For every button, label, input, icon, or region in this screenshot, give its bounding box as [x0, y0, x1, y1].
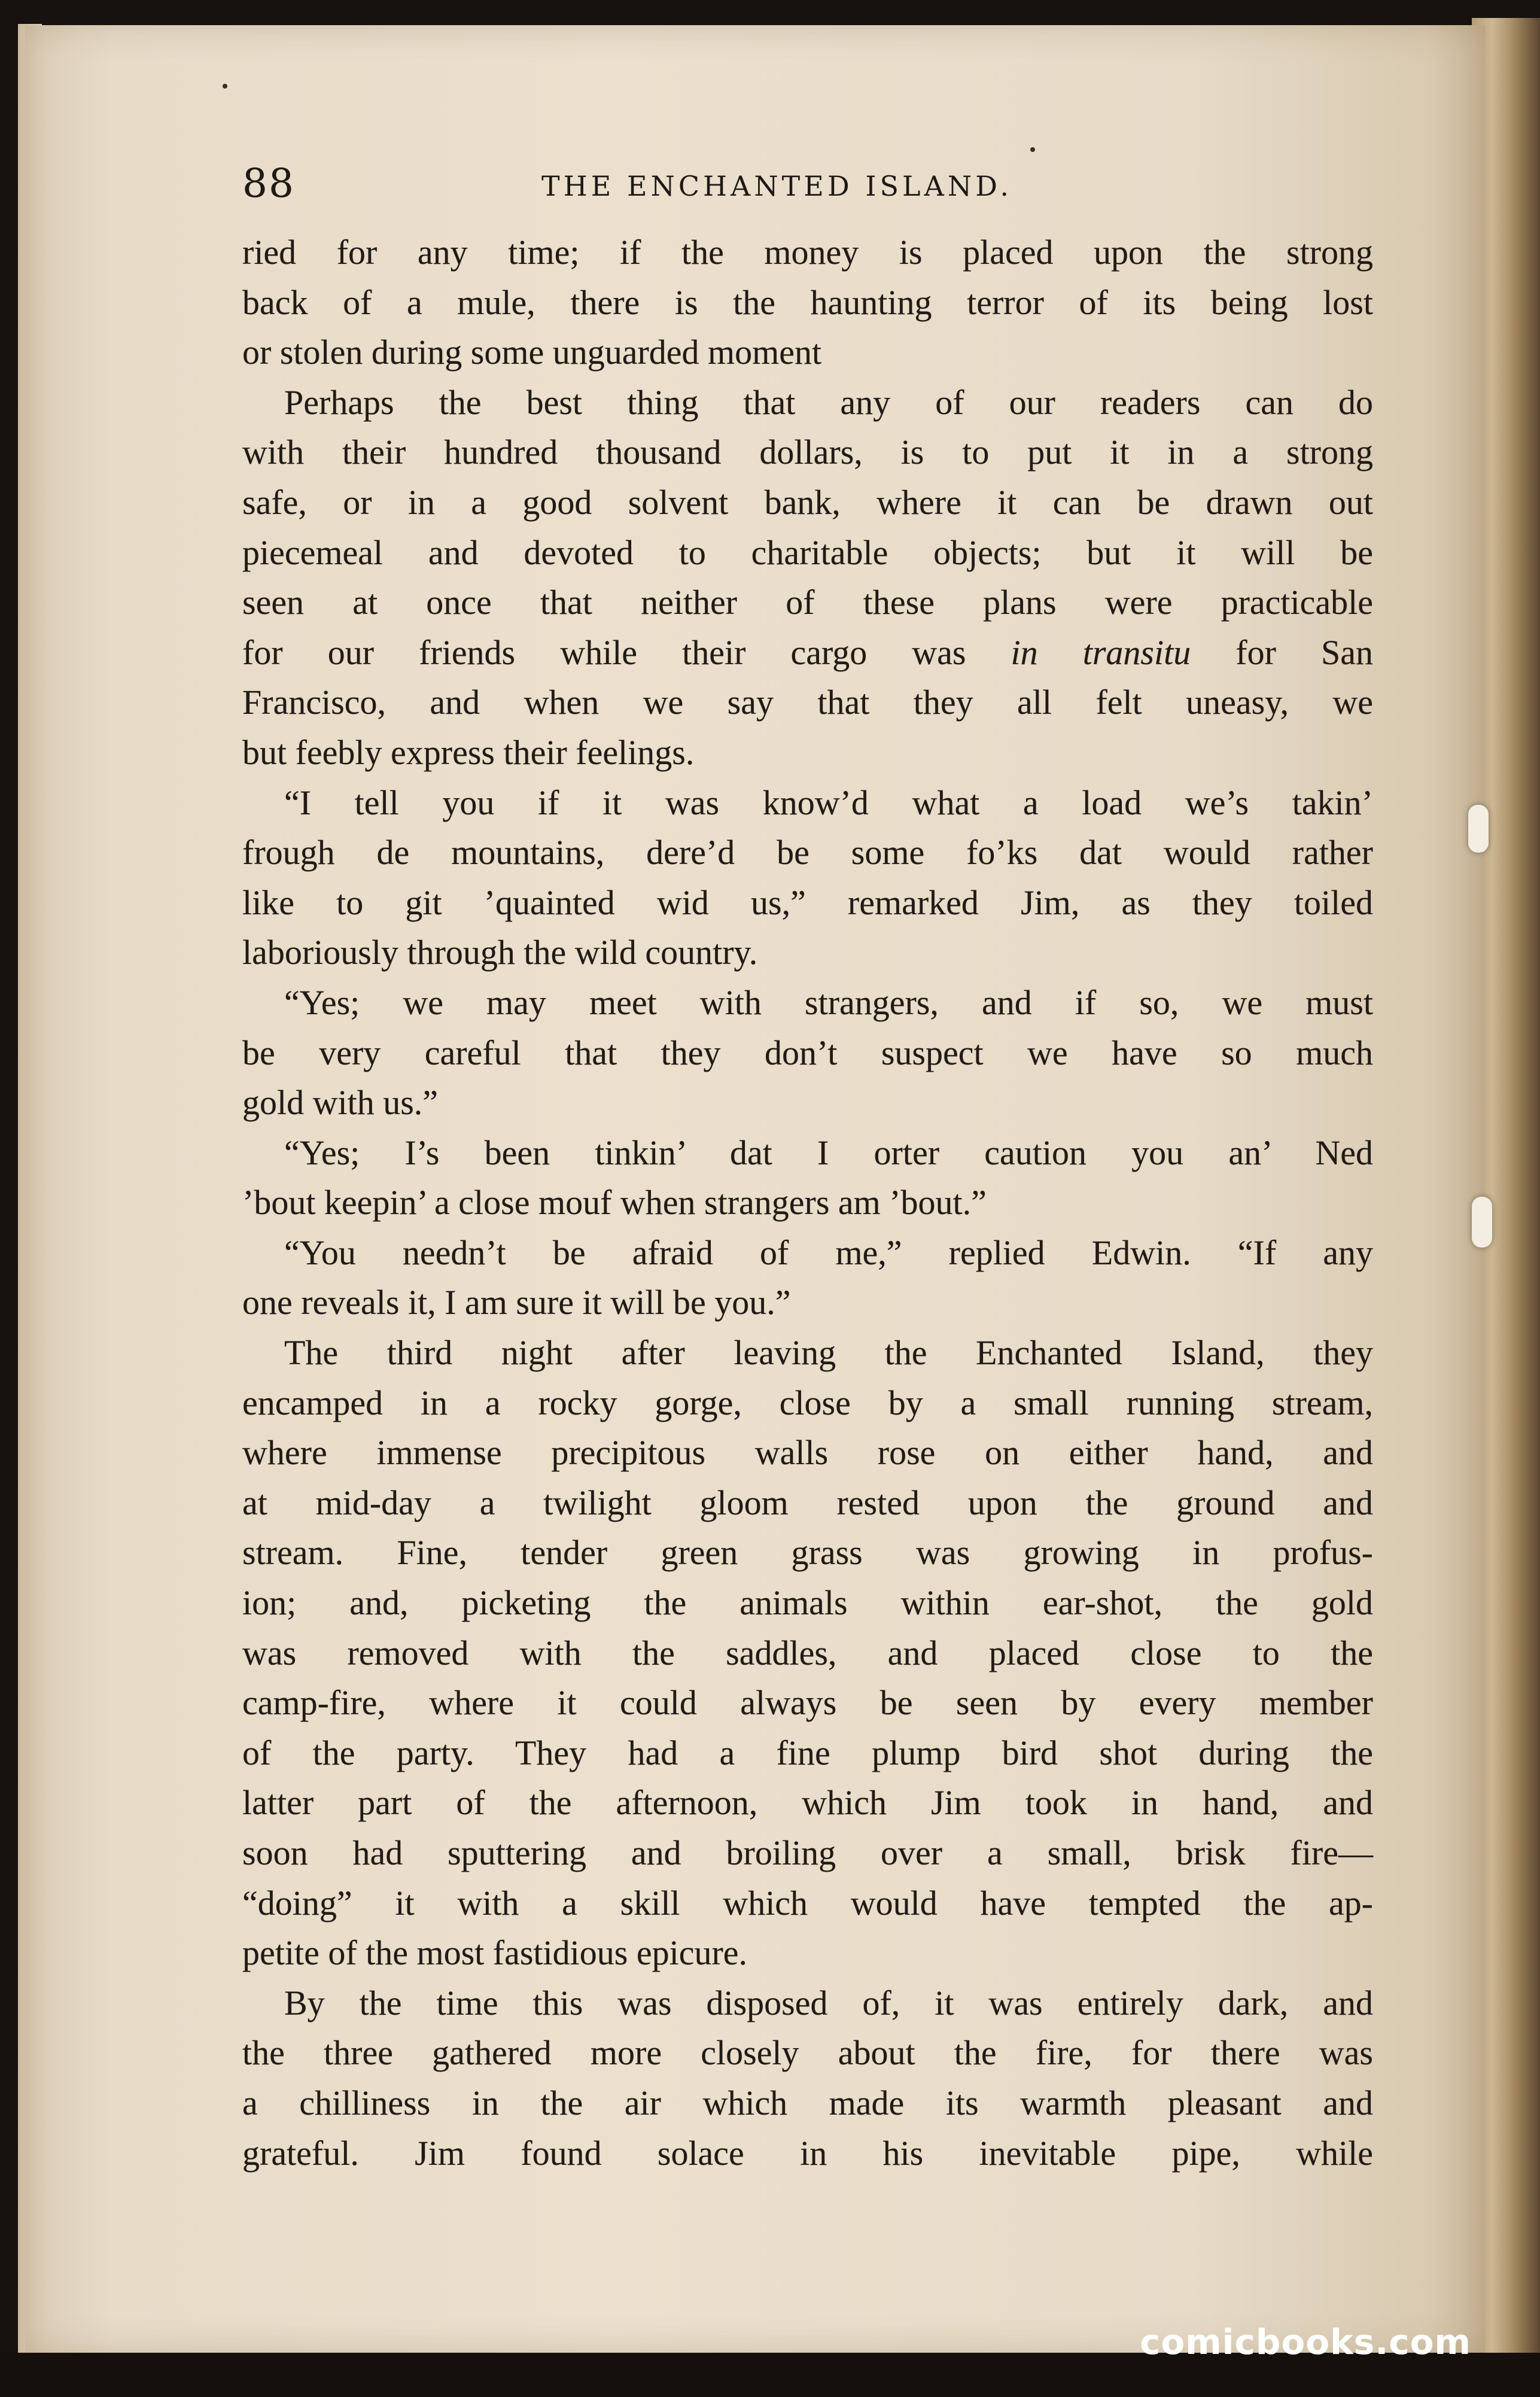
- text-line: the three gathered more closely about the fire, for there was: [242, 2033, 1373, 2073]
- text-line: By the time this was disposed of, it was entirely dark, and: [284, 1983, 1373, 2022]
- text-line: one reveals it, I am sure it will be you.”: [242, 1283, 791, 1322]
- print-speck: [223, 84, 227, 89]
- text-line: but feebly express their feelings.: [242, 732, 695, 772]
- text-line: at mid-day a twilight gloom rested upon the ground and: [242, 1483, 1373, 1522]
- text-line: gold with us.”: [242, 1083, 439, 1123]
- text-line: grateful. Jim found solace in his inevitable pipe, while: [242, 2133, 1373, 2173]
- text-line: was removed with the saddles, and placed close to the: [242, 1633, 1373, 1672]
- text-line: ’bout keepin’ a close mouf when strangers am ’bout.”: [242, 1183, 987, 1222]
- print-speck: [1030, 147, 1035, 152]
- text-line: latter part of the afternoon, which Jim took in hand, and: [242, 1783, 1373, 1823]
- text-line: be very careful that they don’t suspect we have so much: [242, 1033, 1373, 1072]
- text-line: safe, or in a good solvent bank, where it can be drawn out: [242, 482, 1373, 522]
- binding-hole-lower: [1472, 1197, 1492, 1248]
- italic-phrase: in transitu: [1011, 632, 1191, 672]
- page-number: 88: [242, 160, 295, 206]
- text-line: petite of the most fastidious epicure.: [242, 1933, 748, 1973]
- text-line: for our friends while their cargo was in transitu for San: [242, 632, 1373, 672]
- text-line: “Yes; I’s been tinkin’ dat I orter caution you an’ Ned: [284, 1133, 1373, 1172]
- text-line: with their hundred thousand dollars, is to put it in a strong: [242, 433, 1373, 472]
- body-text: [242, 227, 1373, 2178]
- site-watermark: comicbooks.com: [1140, 2322, 1471, 2362]
- text-line: where immense precipitous walls rose on either hand, and: [242, 1433, 1373, 1473]
- binding-hole-upper: [1468, 805, 1489, 853]
- text-line: camp-fire, where it could always be seen by every member: [242, 1683, 1373, 1723]
- text-line: stream. Fine, tender green grass was growing in profus-: [242, 1533, 1373, 1572]
- text-line: Francisco, and when we say that they all felt uneasy, we: [242, 683, 1373, 722]
- text-line: laboriously through the wild country.: [242, 933, 758, 972]
- text-line: soon had sputtering and broiling over a small, brisk fire—: [242, 1833, 1373, 1872]
- text-line: “Yes; we may meet with strangers, and if so, we must: [284, 982, 1373, 1022]
- text-line: back of a mule, there is the haunting terror of its being lost: [242, 282, 1373, 322]
- text-line: ion; and, picketing the animals within ear-shot, the gold: [242, 1583, 1373, 1623]
- text-line: seen at once that neither of these plans were practicable: [242, 583, 1373, 622]
- text-line: a chilliness in the air which made its warmth pleasant and: [242, 2083, 1373, 2122]
- text-line: ried for any time; if the money is placed upon the strong: [242, 233, 1373, 272]
- text-line: “doing” it with a skill which would have tempted the ap-: [242, 1883, 1373, 1923]
- text-line: encamped in a rocky gorge, close by a small running stream,: [242, 1383, 1373, 1422]
- text-line: piecemeal and devoted to charitable objects; but it will be: [242, 533, 1373, 572]
- text-line: or stolen during some unguarded moment: [242, 333, 822, 372]
- page-header: [242, 160, 1373, 220]
- text-line: The third night after leaving the Enchanted Island, they: [284, 1333, 1373, 1373]
- running-title: THE ENCHANTED ISLAND.: [541, 170, 1012, 202]
- text-line: Perhaps the best thing that any of our readers can do: [284, 382, 1373, 422]
- text-line: of the party. They had a fine plump bird shot during the: [242, 1733, 1373, 1772]
- text-line: “I tell you if it was know’d what a load we’s takin’: [284, 783, 1373, 822]
- text-line: “You needn’t be afraid of me,” replied Edwin. “If any: [284, 1233, 1373, 1272]
- text-line: frough de mountains, dere’d be some fo’ks dat would rather: [242, 833, 1373, 872]
- text-line: like to git ’quainted wid us,” remarked Jim, as they toiled: [242, 883, 1373, 922]
